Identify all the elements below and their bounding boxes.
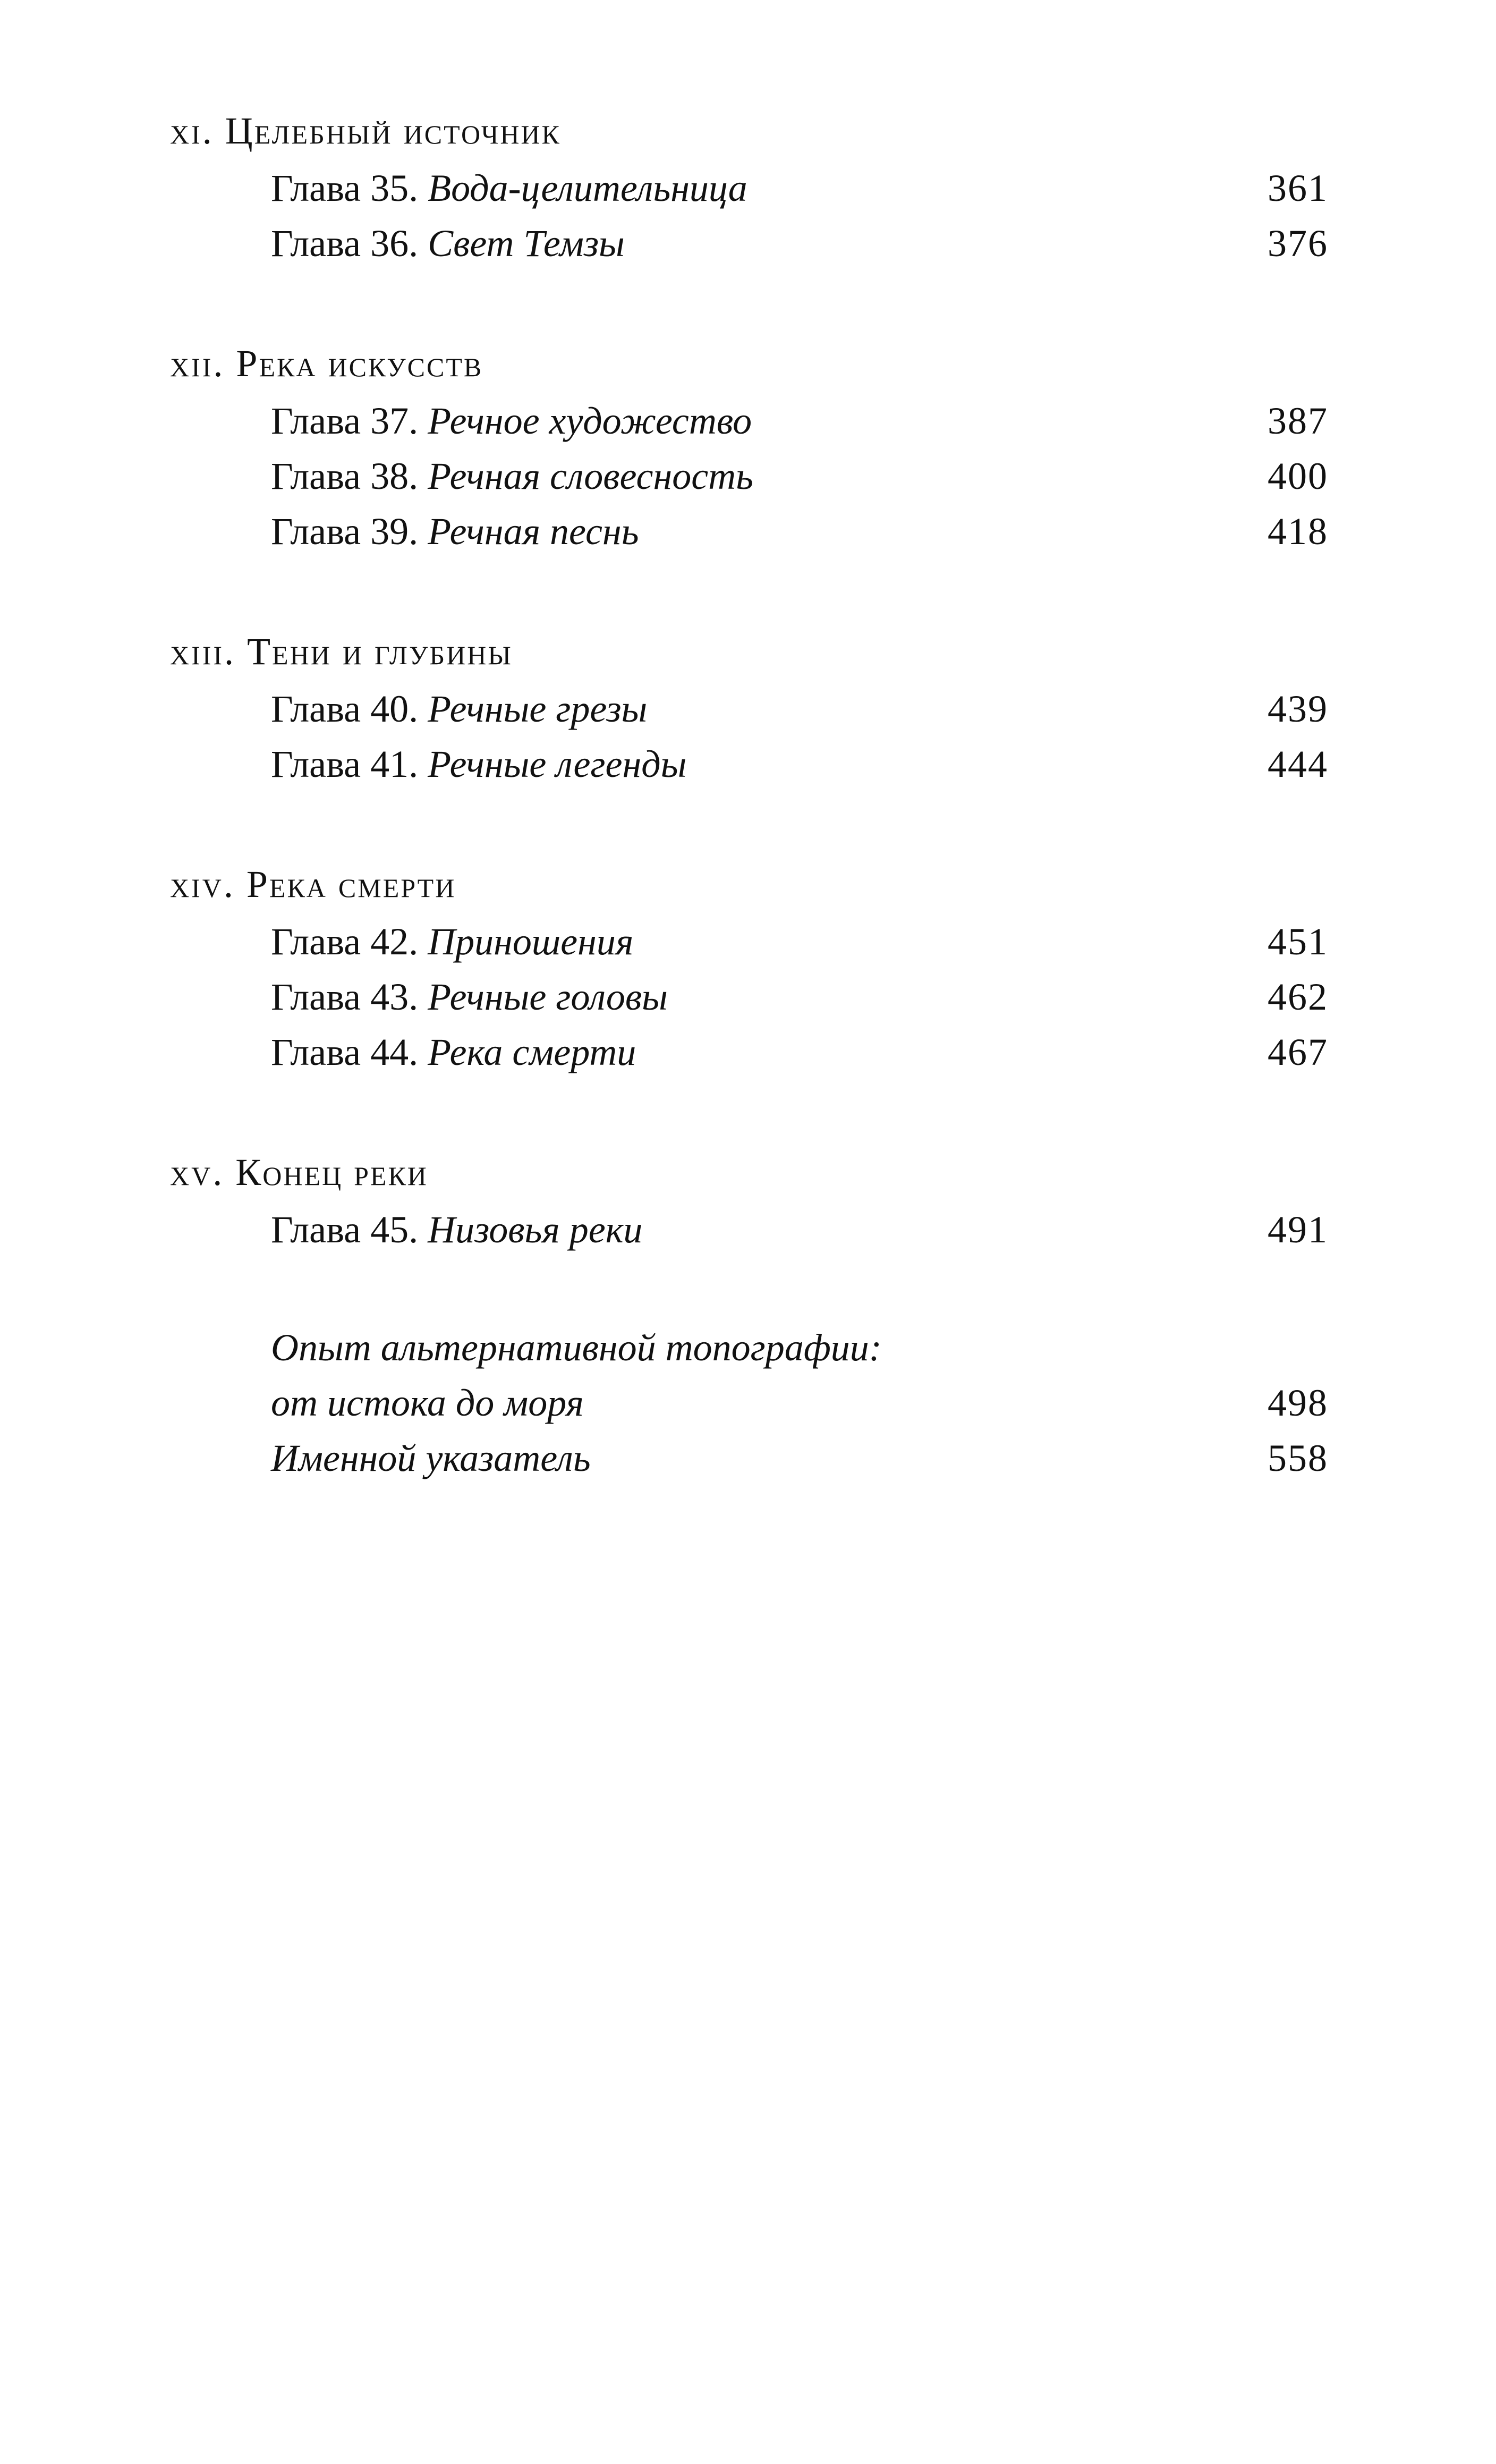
chapter-entry[interactable] xyxy=(170,504,1328,559)
back-matter-entry[interactable] xyxy=(170,1375,1328,1430)
part-section xyxy=(170,622,1328,792)
chapter-label: Глава 38. xyxy=(271,455,419,497)
part-section xyxy=(170,1142,1328,1257)
chapter-title: Свет Темзы xyxy=(428,222,625,265)
chapter-title: Речные головы xyxy=(428,976,668,1018)
part-title: Река смерти xyxy=(246,863,456,905)
table-of-contents xyxy=(170,101,1328,1548)
chapter-title: Река смерти xyxy=(428,1031,636,1073)
chapter-label: Глава 45. xyxy=(271,1208,419,1251)
back-matter-entry xyxy=(170,1320,1328,1375)
part-title: Река искусств xyxy=(236,342,483,385)
chapter-label: Глава 43. xyxy=(271,976,419,1018)
page-number: 387 xyxy=(1268,400,1328,442)
chapter-title: Низовья реки xyxy=(428,1208,643,1251)
part-numeral: xi. xyxy=(170,109,214,152)
part-heading xyxy=(170,334,1328,393)
part-heading xyxy=(170,101,1328,160)
chapter-title: Речные грезы xyxy=(428,688,648,730)
part-title: Целебный источник xyxy=(225,109,561,152)
page-number: 439 xyxy=(1268,688,1328,730)
chapter-label: Глава 35. xyxy=(271,167,419,209)
page-number: 361 xyxy=(1268,167,1328,209)
page-number: 418 xyxy=(1268,510,1328,553)
part-heading xyxy=(170,854,1328,914)
chapter-entry[interactable] xyxy=(170,448,1328,504)
chapter-label: Глава 39. xyxy=(271,510,419,553)
part-title: Тени и глубины xyxy=(247,630,513,673)
part-numeral: xiv. xyxy=(170,863,235,905)
part-numeral: xiii. xyxy=(170,630,236,673)
chapter-label: Глава 42. xyxy=(271,920,419,963)
part-heading xyxy=(170,622,1328,681)
back-matter-text: Опыт альтернативной топографии: xyxy=(271,1326,882,1369)
back-matter-text: Именной указатель xyxy=(271,1437,591,1479)
chapter-entry[interactable] xyxy=(170,969,1328,1024)
chapter-title: Приношения xyxy=(428,920,634,963)
page-number: 376 xyxy=(1268,222,1328,265)
page-number: 400 xyxy=(1268,455,1328,497)
chapter-title: Речная словесность xyxy=(428,455,753,497)
page-number: 498 xyxy=(1268,1382,1328,1424)
chapter-label: Глава 44. xyxy=(271,1031,419,1073)
page-number: 467 xyxy=(1268,1031,1328,1073)
page-number: 491 xyxy=(1268,1208,1328,1251)
part-numeral: xii. xyxy=(170,342,225,385)
chapter-label: Глава 36. xyxy=(271,222,419,265)
chapter-title: Речное художество xyxy=(428,400,752,442)
chapter-title: Вода-целительница xyxy=(428,167,747,209)
back-matter-text: от истока до моря xyxy=(271,1382,584,1424)
chapter-title: Речная песнь xyxy=(428,510,639,553)
chapter-label: Глава 40. xyxy=(271,688,419,730)
chapter-entry[interactable] xyxy=(170,216,1328,271)
part-section xyxy=(170,101,1328,271)
part-heading xyxy=(170,1142,1328,1202)
part-section xyxy=(170,334,1328,559)
chapter-entry[interactable] xyxy=(170,393,1328,448)
chapter-entry[interactable] xyxy=(170,914,1328,969)
chapter-entry[interactable] xyxy=(170,1202,1328,1257)
page-number: 451 xyxy=(1268,920,1328,963)
chapter-entry[interactable] xyxy=(170,1024,1328,1080)
page-number: 462 xyxy=(1268,976,1328,1018)
chapter-label: Глава 41. xyxy=(271,743,419,785)
part-title: Конец реки xyxy=(235,1151,428,1193)
part-section xyxy=(170,854,1328,1080)
chapter-entry[interactable] xyxy=(170,160,1328,216)
chapter-title: Речные легенды xyxy=(428,743,687,785)
back-matter xyxy=(170,1320,1328,1486)
chapter-entry[interactable] xyxy=(170,736,1328,792)
chapter-label: Глава 37. xyxy=(271,400,419,442)
back-matter-entry[interactable] xyxy=(170,1430,1328,1486)
page-number: 444 xyxy=(1268,743,1328,785)
part-numeral: xv. xyxy=(170,1151,225,1193)
chapter-entry[interactable] xyxy=(170,681,1328,736)
page-number: 558 xyxy=(1268,1437,1328,1479)
